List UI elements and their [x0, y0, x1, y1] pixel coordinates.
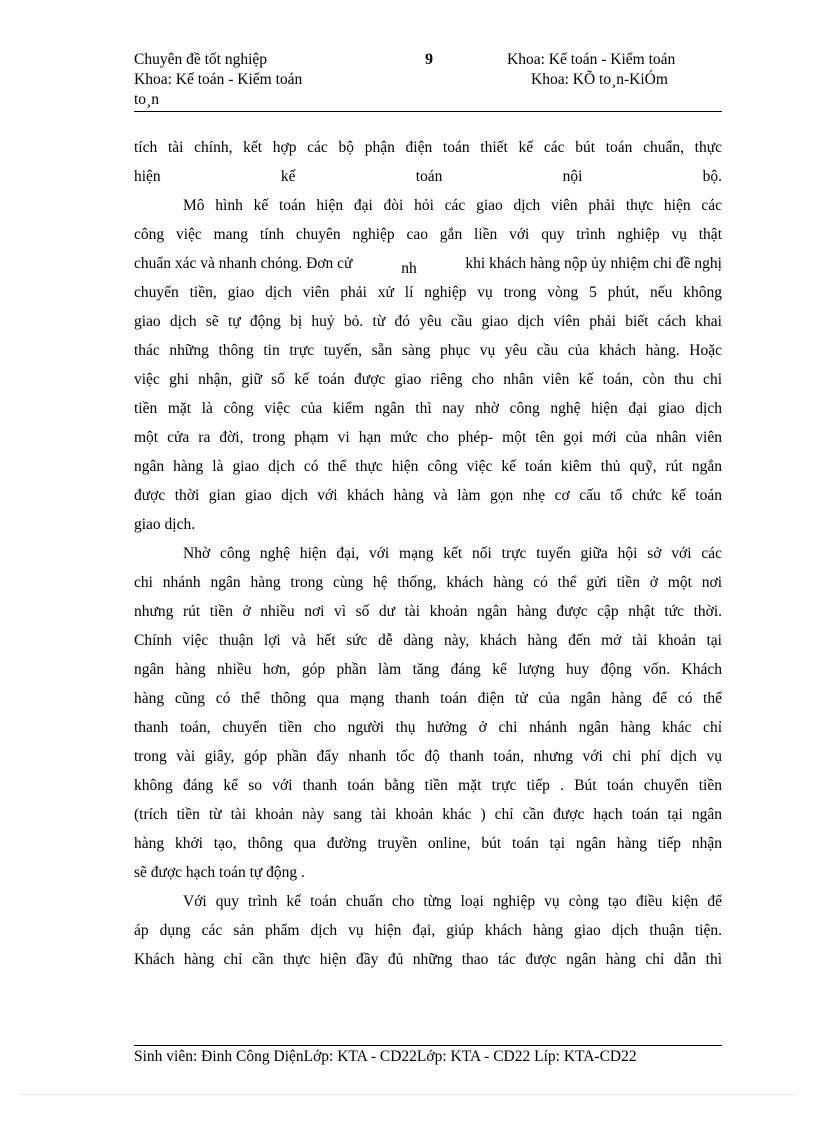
text-line: công việc mang tính chuyên nghiệp cao gắn liền với quy trình nghiệp vụ thật	[134, 226, 722, 243]
text-line: tiền mặt là công việc của kiểm ngân thì nay nhờ công nghệ hiện đại giao dịch	[134, 400, 722, 417]
header-faculty-right: Khoa: Kế toán - Kiểm toán	[507, 51, 676, 68]
text-line: Chính việc thuận lợi và hết sức dễ dàng này, khách hàng đến mở tài khoản tại	[134, 632, 722, 649]
text-line: thanh toán, chuyển tiền cho người thụ hưởng ở chi nhánh ngân hàng khác chỉ	[134, 719, 722, 736]
paragraph-start: Nhờ công nghệ hiện đại, với mạng kết nối trực tuyến giữa hội sở với các	[183, 545, 722, 562]
page-bottom-dotted-line	[20, 1094, 796, 1095]
page-footer: Sinh viên: Đinh Công DiệnLớp: KTA - CD22Lớp: KTA - CD22 Líp: KTA-CD22	[134, 1048, 637, 1065]
text-line: hàng khởi tạo, thông qua đường truyền online, bút toán tại ngân hàng tiếp nhận	[134, 835, 722, 852]
text-fragment: khi khách hàng nộp ủy nhiệm chi đề nghị	[465, 255, 722, 272]
text-fragment-lowered: nh	[401, 260, 417, 277]
header-faculty-garbled: Khoa: KÕ to¸n-KiÓm	[531, 71, 668, 88]
header-faculty-wrap: to¸n	[134, 91, 159, 108]
text-line: ngân hàng là giao dịch có thể thực hiện công việc kế toán kiêm thủ quỹ, rút ngắn	[134, 458, 722, 475]
text-line: (trích tiền từ tài khoản này sang tài khoản khác ) chỉ cần được hạch toán tại ngân	[134, 806, 722, 823]
text-line: thác những thông tin trực tuyến, sẵn sàng phục vụ yêu cầu của khách hàng. Hoặc	[134, 342, 722, 359]
text-line: chuyển tiền, giao dịch viên phải xử lí nghiệp vụ trong vòng 5 phút, nếu không	[134, 284, 722, 301]
text-line: một cửa ra đời, trong phạm vi hạn mức cho phép- một tên gọi mới của nhân viên	[134, 429, 722, 446]
text-line: việc ghi nhận, giữ sổ kế toán được giao riêng cho nhân viên kế toán, còn thu chi	[134, 371, 722, 388]
text-line: tích tài chính, kết hợp các bộ phận điện toán thiết kế các bút toán chuẩn, thực	[134, 139, 722, 156]
header-faculty: Khoa: Kế toán - Kiểm toán	[134, 71, 303, 88]
body-text	[134, 133, 722, 974]
header-course-title: Chuyên đề tốt nghiệp	[134, 51, 268, 68]
text-line: trong vài giây, góp phần đẩy nhanh tốc độ thanh toán, nhưng với chi phí dịch vụ	[134, 748, 722, 765]
text-line: ngân hàng nhiều hơn, góp phần làm tăng đáng kể lượng huy động vốn. Khách	[134, 661, 722, 678]
page-number: 9	[425, 51, 433, 68]
text-line: nhưng rút tiền ở nhiều nơi vì số dư tài khoản ngân hàng được cập nhật tức thời.	[134, 603, 722, 620]
text-line-end: sẽ được hạch toán tự động .	[134, 864, 305, 881]
paragraph-start: Mô hình kế toán hiện đại đòi hỏi các giao dịch viên phải thực hiện các	[183, 197, 722, 214]
text-line: giao dịch sẽ tự động bị huỷ bỏ. từ đó yêu cầu giao dịch viên phải biết cách khai	[134, 313, 722, 330]
text-line: được thời gian giao dịch với khách hàng và làm gọn nhẹ cơ cấu tổ chức kế toán	[134, 487, 722, 504]
text-line: Khách hàng chỉ cần thực hiện đầy đủ những thao tác được ngân hàng chỉ dẫn thì	[134, 951, 722, 968]
text-line: chi nhánh ngân hàng trong cùng hệ thống, khách hàng có thể gửi tiền ở một nơi	[134, 574, 722, 591]
text-line-end: giao dịch.	[134, 516, 196, 533]
text-line	[134, 249, 722, 278]
header-rule	[134, 111, 722, 112]
footer-rule	[134, 1045, 722, 1046]
paragraph-start: Với quy trình kế toán chuẩn cho từng loại nghiệp vụ còng tạo điều kiện để	[183, 893, 722, 910]
text-line: không đáng kể so với thanh toán bằng tiền mặt trực tiếp . Bút toán chuyển tiền	[134, 777, 722, 794]
text-line: áp dụng các sản phẩm dịch vụ hiện đại, giúp khách hàng giao dịch thuận tiện.	[134, 922, 722, 939]
text-line: hiện kế toán nội bộ.	[134, 168, 722, 185]
text-fragment: chuẩn xác và nhanh chóng. Đơn cử	[134, 255, 353, 272]
text-line: hàng cũng có thể thông qua mạng thanh toán điện tử của ngân hàng để có thể	[134, 690, 722, 707]
